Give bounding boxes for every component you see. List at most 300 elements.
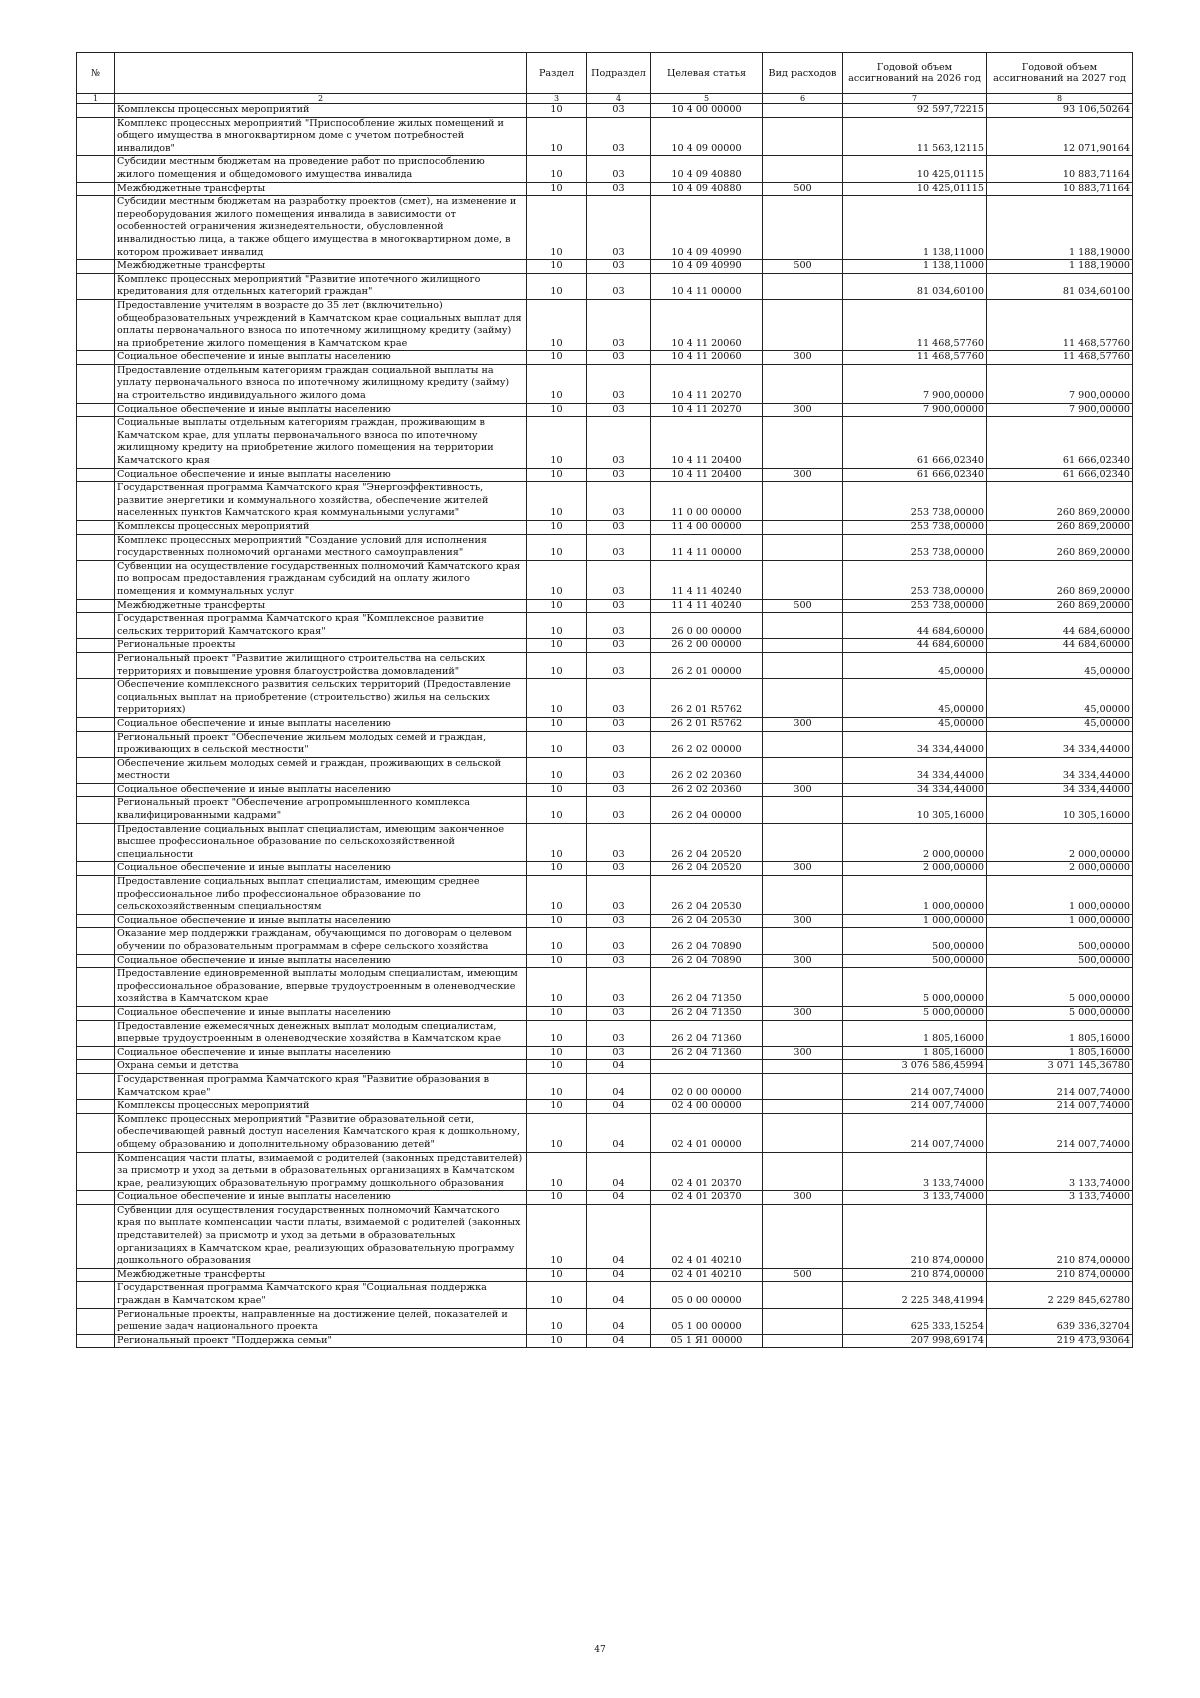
row-name: Субвенции на осуществление государственных полномочий Камчатского края по вопросам предоставления гражданам субсидий на оплату жилого помещения и коммунальных услуг <box>115 560 527 599</box>
row-section: 10 <box>527 862 587 876</box>
row-section: 10 <box>527 182 587 196</box>
row-number <box>77 1060 115 1074</box>
row-name: Комплекс процессных мероприятий "Развитие ипотечного жилищного кредитования для отдельных категорий граждан" <box>115 273 527 299</box>
row-amount-2027: 12 071,90164 <box>987 117 1133 156</box>
row-section: 10 <box>527 1020 587 1046</box>
row-amount-2026: 45,00000 <box>843 679 987 718</box>
column-number: 8 <box>987 94 1133 104</box>
row-target-article: 10 4 11 20400 <box>651 417 763 468</box>
row-amount-2027: 7 900,00000 <box>987 364 1133 403</box>
table-row <box>77 1020 1133 1046</box>
row-number <box>77 117 115 156</box>
row-target-article: 02 4 01 40210 <box>651 1204 763 1268</box>
row-expense-kind: 300 <box>763 914 843 928</box>
table-row <box>77 560 1133 599</box>
row-amount-2027: 2 000,00000 <box>987 862 1133 876</box>
row-name: Социальное обеспечение и иные выплаты населению <box>115 351 527 365</box>
row-target-article: 02 4 01 40210 <box>651 1268 763 1282</box>
table-row <box>77 823 1133 862</box>
row-target-article: 05 1 Я1 00000 <box>651 1334 763 1348</box>
column-number: 2 <box>115 94 527 104</box>
row-amount-2026: 7 900,00000 <box>843 403 987 417</box>
row-amount-2026: 61 666,02340 <box>843 468 987 482</box>
row-amount-2026: 625 333,15254 <box>843 1308 987 1334</box>
row-expense-kind: 300 <box>763 403 843 417</box>
row-amount-2026: 253 738,00000 <box>843 521 987 535</box>
row-expense-kind <box>763 273 843 299</box>
row-amount-2027: 1 188,19000 <box>987 260 1133 274</box>
row-number <box>77 1006 115 1020</box>
row-amount-2027: 10 883,71164 <box>987 156 1133 182</box>
row-number <box>77 351 115 365</box>
row-expense-kind <box>763 1334 843 1348</box>
table-row <box>77 797 1133 823</box>
row-number <box>77 1113 115 1152</box>
table-row <box>77 1006 1133 1020</box>
row-amount-2027: 500,00000 <box>987 928 1133 954</box>
row-expense-kind <box>763 823 843 862</box>
row-expense-kind <box>763 1308 843 1334</box>
row-name: Межбюджетные трансферты <box>115 182 527 196</box>
table-row <box>77 1073 1133 1099</box>
row-amount-2027: 3 071 145,36780 <box>987 1060 1133 1074</box>
row-amount-2026: 2 000,00000 <box>843 862 987 876</box>
row-subsection: 04 <box>587 1282 651 1308</box>
row-name: Межбюджетные трансферты <box>115 1268 527 1282</box>
row-expense-kind <box>763 731 843 757</box>
row-target-article: 26 2 04 20530 <box>651 876 763 915</box>
row-amount-2027: 2 229 845,62780 <box>987 1282 1133 1308</box>
row-name: Социальное обеспечение и иные выплаты населению <box>115 783 527 797</box>
row-name: Региональный проект "Поддержка семьи" <box>115 1334 527 1348</box>
row-subsection: 04 <box>587 1191 651 1205</box>
table-row <box>77 1282 1133 1308</box>
row-amount-2026: 34 334,44000 <box>843 757 987 783</box>
row-section: 10 <box>527 823 587 862</box>
row-target-article: 26 2 04 71350 <box>651 1006 763 1020</box>
row-subsection: 03 <box>587 717 651 731</box>
row-name: Региональные проекты <box>115 639 527 653</box>
row-number <box>77 797 115 823</box>
row-expense-kind: 500 <box>763 260 843 274</box>
table-row <box>77 351 1133 365</box>
row-section: 10 <box>527 968 587 1007</box>
row-subsection: 03 <box>587 196 651 260</box>
row-section: 10 <box>527 260 587 274</box>
row-section: 10 <box>527 482 587 521</box>
table-row <box>77 273 1133 299</box>
row-number <box>77 679 115 718</box>
column-number: 5 <box>651 94 763 104</box>
row-section: 10 <box>527 364 587 403</box>
row-amount-2026: 253 738,00000 <box>843 534 987 560</box>
row-target-article: 05 0 00 00000 <box>651 1282 763 1308</box>
row-amount-2027: 1 000,00000 <box>987 876 1133 915</box>
row-section: 10 <box>527 954 587 968</box>
row-section: 10 <box>527 613 587 639</box>
header-expense-kind: Вид расходов <box>763 53 843 94</box>
header-year-2027: Годовой объем ассигнований на 2027 год <box>987 53 1133 94</box>
row-number <box>77 1152 115 1191</box>
row-section: 10 <box>527 1046 587 1060</box>
row-amount-2027: 210 874,00000 <box>987 1204 1133 1268</box>
row-name: Межбюджетные трансферты <box>115 260 527 274</box>
row-section: 10 <box>527 1100 587 1114</box>
table-row <box>77 1152 1133 1191</box>
row-amount-2026: 11 468,57760 <box>843 351 987 365</box>
table-row <box>77 1191 1133 1205</box>
row-subsection: 03 <box>587 954 651 968</box>
row-name: Государственная программа Камчатского края "Развитие образования в Камчатском крае" <box>115 1073 527 1099</box>
row-amount-2026: 3 133,74000 <box>843 1152 987 1191</box>
row-amount-2026: 1 805,16000 <box>843 1020 987 1046</box>
row-subsection: 03 <box>587 117 651 156</box>
row-amount-2027: 2 000,00000 <box>987 823 1133 862</box>
row-number <box>77 560 115 599</box>
row-section: 10 <box>527 679 587 718</box>
row-section: 10 <box>527 639 587 653</box>
row-amount-2027: 1 805,16000 <box>987 1020 1133 1046</box>
row-amount-2026: 5 000,00000 <box>843 968 987 1007</box>
table-row <box>77 521 1133 535</box>
row-name: Социальные выплаты отдельным категориям граждан, проживающим в Камчатском крае, для уплаты первоначального взноса по ипотечному жилищному кредиту на приобретение жилого помещения на территории Камчатского края <box>115 417 527 468</box>
row-subsection: 03 <box>587 876 651 915</box>
row-expense-kind: 300 <box>763 783 843 797</box>
row-amount-2027: 7 900,00000 <box>987 403 1133 417</box>
row-expense-kind <box>763 299 843 350</box>
row-amount-2026: 92 597,72215 <box>843 104 987 118</box>
table-row <box>77 717 1133 731</box>
row-amount-2027: 500,00000 <box>987 954 1133 968</box>
table-row <box>77 954 1133 968</box>
row-name: Комплекс процессных мероприятий "Создание условий для исполнения государственных полномочий органами местного самоуправления" <box>115 534 527 560</box>
row-amount-2026: 45,00000 <box>843 717 987 731</box>
row-number <box>77 599 115 613</box>
row-expense-kind: 500 <box>763 1268 843 1282</box>
table-row <box>77 914 1133 928</box>
row-section: 10 <box>527 757 587 783</box>
row-section: 10 <box>527 417 587 468</box>
table-row <box>77 1308 1133 1334</box>
row-expense-kind: 300 <box>763 1191 843 1205</box>
table-row <box>77 534 1133 560</box>
row-amount-2027: 219 473,93064 <box>987 1334 1133 1348</box>
budget-table <box>76 52 1133 1348</box>
row-amount-2027: 34 334,44000 <box>987 731 1133 757</box>
row-target-article: 10 4 09 40880 <box>651 156 763 182</box>
column-number: 1 <box>77 94 115 104</box>
row-target-article: 26 0 00 00000 <box>651 613 763 639</box>
row-number <box>77 468 115 482</box>
row-amount-2026: 210 874,00000 <box>843 1204 987 1268</box>
row-section: 10 <box>527 534 587 560</box>
row-amount-2026: 500,00000 <box>843 954 987 968</box>
row-section: 10 <box>527 876 587 915</box>
row-name: Комплексы процессных мероприятий <box>115 1100 527 1114</box>
row-expense-kind <box>763 652 843 678</box>
row-name: Межбюджетные трансферты <box>115 599 527 613</box>
row-amount-2026: 5 000,00000 <box>843 1006 987 1020</box>
row-expense-kind <box>763 117 843 156</box>
row-number <box>77 1046 115 1060</box>
row-target-article: 11 4 00 00000 <box>651 521 763 535</box>
row-subsection: 03 <box>587 482 651 521</box>
row-section: 10 <box>527 1334 587 1348</box>
header-subsection: Подраздел <box>587 53 651 94</box>
row-amount-2026: 10 425,01115 <box>843 182 987 196</box>
row-number <box>77 1100 115 1114</box>
row-subsection: 03 <box>587 417 651 468</box>
row-target-article: 26 2 04 00000 <box>651 797 763 823</box>
row-name: Комплексы процессных мероприятий <box>115 521 527 535</box>
row-amount-2026: 10 425,01115 <box>843 156 987 182</box>
row-section: 10 <box>527 403 587 417</box>
row-amount-2026: 1 000,00000 <box>843 914 987 928</box>
row-number <box>77 717 115 731</box>
row-amount-2026: 253 738,00000 <box>843 599 987 613</box>
row-amount-2027: 214 007,74000 <box>987 1073 1133 1099</box>
row-number <box>77 1268 115 1282</box>
table-row <box>77 182 1133 196</box>
table-row <box>77 731 1133 757</box>
row-number <box>77 954 115 968</box>
row-number <box>77 1308 115 1334</box>
row-section: 10 <box>527 468 587 482</box>
header-name <box>115 53 527 94</box>
table-row <box>77 482 1133 521</box>
row-subsection: 03 <box>587 928 651 954</box>
table-body <box>77 104 1133 1348</box>
row-expense-kind: 300 <box>763 1046 843 1060</box>
column-number-row <box>77 94 1133 104</box>
row-target-article: 26 2 04 70890 <box>651 928 763 954</box>
row-section: 10 <box>527 1073 587 1099</box>
row-name: Предоставление отдельным категориям граждан социальной выплаты на уплату первоначального взноса по ипотечному жилищному кредиту (займу) на строительство индивидуального жилого дома <box>115 364 527 403</box>
row-number <box>77 783 115 797</box>
table-row <box>77 862 1133 876</box>
row-subsection: 03 <box>587 797 651 823</box>
row-subsection: 03 <box>587 599 651 613</box>
row-section: 10 <box>527 928 587 954</box>
row-target-article: 11 4 11 40240 <box>651 560 763 599</box>
row-section: 10 <box>527 351 587 365</box>
row-expense-kind: 300 <box>763 1006 843 1020</box>
row-subsection: 04 <box>587 1100 651 1114</box>
table-row <box>77 639 1133 653</box>
row-name: Государственная программа Камчатского края "Комплексное развитие сельских территорий Камчатского края" <box>115 613 527 639</box>
row-expense-kind <box>763 417 843 468</box>
row-number <box>77 299 115 350</box>
row-subsection: 03 <box>587 104 651 118</box>
row-number <box>77 876 115 915</box>
row-name: Социальное обеспечение и иные выплаты населению <box>115 862 527 876</box>
row-amount-2026: 214 007,74000 <box>843 1100 987 1114</box>
row-name: Охрана семьи и детства <box>115 1060 527 1074</box>
row-amount-2027: 5 000,00000 <box>987 968 1133 1007</box>
row-target-article: 26 2 01 R5762 <box>651 679 763 718</box>
row-amount-2026: 7 900,00000 <box>843 364 987 403</box>
column-number: 7 <box>843 94 987 104</box>
row-section: 10 <box>527 783 587 797</box>
row-target-article: 26 2 02 00000 <box>651 731 763 757</box>
row-name: Предоставление ежемесячных денежных выплат молодым специалистам, впервые трудоустроенным в оленеводческие хозяйства в Камчатском крае <box>115 1020 527 1046</box>
row-subsection: 03 <box>587 652 651 678</box>
row-amount-2027: 260 869,20000 <box>987 482 1133 521</box>
row-section: 10 <box>527 1006 587 1020</box>
row-number <box>77 482 115 521</box>
row-subsection: 03 <box>587 468 651 482</box>
row-amount-2027: 1 188,19000 <box>987 196 1133 260</box>
row-amount-2026: 253 738,00000 <box>843 560 987 599</box>
row-target-article: 26 2 01 R5762 <box>651 717 763 731</box>
table-row <box>77 1204 1133 1268</box>
row-target-article: 10 4 11 20270 <box>651 403 763 417</box>
header-year-2026: Годовой объем ассигнований на 2026 год <box>843 53 987 94</box>
row-number <box>77 403 115 417</box>
row-subsection: 03 <box>587 364 651 403</box>
row-expense-kind <box>763 521 843 535</box>
row-target-article: 26 2 04 20530 <box>651 914 763 928</box>
row-target-article: 10 4 11 20060 <box>651 299 763 350</box>
table-row <box>77 613 1133 639</box>
row-expense-kind: 300 <box>763 717 843 731</box>
row-subsection: 04 <box>587 1060 651 1074</box>
row-amount-2027: 214 007,74000 <box>987 1100 1133 1114</box>
table-row <box>77 1113 1133 1152</box>
table-row <box>77 757 1133 783</box>
row-section: 10 <box>527 1060 587 1074</box>
row-amount-2027: 61 666,02340 <box>987 468 1133 482</box>
row-amount-2027: 260 869,20000 <box>987 599 1133 613</box>
row-name: Субвенции для осуществления государственных полномочий Камчатского края по выплате компенсации части платы, взимаемой с родителей (законных представителей) за присмотр и уход за детьми в образовательных организациях в Камчатском крае, реализующих образовательную программу дошкольного образования <box>115 1204 527 1268</box>
row-number <box>77 417 115 468</box>
row-name: Региональный проект "Обеспечение жильем молодых семей и граждан, проживающих в сельской местности" <box>115 731 527 757</box>
row-section: 10 <box>527 914 587 928</box>
row-subsection: 03 <box>587 862 651 876</box>
row-name: Региональный проект "Развитие жилищного строительства на сельских территориях и повышение уровня благоустройства домовладений" <box>115 652 527 678</box>
row-amount-2026: 2 225 348,41994 <box>843 1282 987 1308</box>
row-expense-kind <box>763 1152 843 1191</box>
row-expense-kind <box>763 156 843 182</box>
row-amount-2026: 3 133,74000 <box>843 1191 987 1205</box>
row-amount-2026: 11 468,57760 <box>843 299 987 350</box>
row-name: Региональные проекты, направленные на достижение целей, показателей и решение задач национального проекта <box>115 1308 527 1334</box>
row-target-article: 02 4 01 20370 <box>651 1191 763 1205</box>
row-expense-kind <box>763 1100 843 1114</box>
row-amount-2027: 34 334,44000 <box>987 757 1133 783</box>
row-number <box>77 731 115 757</box>
row-amount-2027: 3 133,74000 <box>987 1152 1133 1191</box>
row-section: 10 <box>527 156 587 182</box>
row-section: 10 <box>527 599 587 613</box>
row-subsection: 04 <box>587 1334 651 1348</box>
row-number <box>77 1204 115 1268</box>
table-row <box>77 417 1133 468</box>
row-expense-kind: 500 <box>763 599 843 613</box>
row-amount-2027: 260 869,20000 <box>987 534 1133 560</box>
row-number <box>77 260 115 274</box>
row-subsection: 03 <box>587 351 651 365</box>
row-subsection: 03 <box>587 299 651 350</box>
row-amount-2026: 210 874,00000 <box>843 1268 987 1282</box>
column-number: 6 <box>763 94 843 104</box>
row-expense-kind <box>763 534 843 560</box>
row-target-article: 11 4 11 40240 <box>651 599 763 613</box>
row-expense-kind: 300 <box>763 468 843 482</box>
row-target-article: 26 2 02 20360 <box>651 783 763 797</box>
row-name: Социальное обеспечение и иные выплаты населению <box>115 403 527 417</box>
row-number <box>77 823 115 862</box>
row-name: Социальное обеспечение и иные выплаты населению <box>115 954 527 968</box>
row-subsection: 03 <box>587 914 651 928</box>
row-amount-2026: 214 007,74000 <box>843 1073 987 1099</box>
row-expense-kind <box>763 1204 843 1268</box>
row-subsection: 03 <box>587 1020 651 1046</box>
row-name: Региональный проект "Обеспечение агропромышленного комплекса квалифицированными кадрами" <box>115 797 527 823</box>
row-section: 10 <box>527 1191 587 1205</box>
row-name: Социальное обеспечение и иные выплаты населению <box>115 914 527 928</box>
row-subsection: 03 <box>587 731 651 757</box>
row-amount-2027: 93 106,50264 <box>987 104 1133 118</box>
table-row <box>77 599 1133 613</box>
row-subsection: 04 <box>587 1113 651 1152</box>
table-row <box>77 403 1133 417</box>
row-name: Социальное обеспечение и иные выплаты населению <box>115 1046 527 1060</box>
row-target-article: 26 2 04 71360 <box>651 1046 763 1060</box>
row-number <box>77 534 115 560</box>
row-amount-2026: 2 000,00000 <box>843 823 987 862</box>
row-section: 10 <box>527 560 587 599</box>
row-amount-2026: 1 138,11000 <box>843 260 987 274</box>
row-target-article: 26 2 04 20520 <box>651 823 763 862</box>
table-row <box>77 196 1133 260</box>
row-amount-2027: 10 305,16000 <box>987 797 1133 823</box>
row-section: 10 <box>527 717 587 731</box>
table-row <box>77 156 1133 182</box>
row-amount-2026: 61 666,02340 <box>843 417 987 468</box>
table-row <box>77 1268 1133 1282</box>
row-number <box>77 364 115 403</box>
row-number <box>77 652 115 678</box>
row-number <box>77 1191 115 1205</box>
row-name: Предоставление социальных выплат специалистам, имеющим среднее профессиональное либо профессиональное образование по сельскохозяйственным специальностям <box>115 876 527 915</box>
row-amount-2027: 10 883,71164 <box>987 182 1133 196</box>
row-number <box>77 521 115 535</box>
row-number <box>77 182 115 196</box>
row-target-article: 05 1 00 00000 <box>651 1308 763 1334</box>
row-expense-kind <box>763 482 843 521</box>
row-expense-kind <box>763 876 843 915</box>
row-target-article: 10 4 11 20060 <box>651 351 763 365</box>
row-name: Социальное обеспечение и иные выплаты населению <box>115 468 527 482</box>
row-amount-2027: 81 034,60100 <box>987 273 1133 299</box>
row-subsection: 03 <box>587 273 651 299</box>
row-name: Социальное обеспечение и иные выплаты населению <box>115 1006 527 1020</box>
row-name: Предоставление единовременной выплаты молодым специалистам, имеющим профессиональное образование, впервые трудоустроенным в оленеводческие хозяйства в Камчатском крае <box>115 968 527 1007</box>
budget-sheet <box>76 52 1132 1348</box>
row-number <box>77 613 115 639</box>
row-target-article: 02 4 01 20370 <box>651 1152 763 1191</box>
row-subsection: 04 <box>587 1204 651 1268</box>
table-row <box>77 117 1133 156</box>
row-section: 10 <box>527 1152 587 1191</box>
row-amount-2026: 214 007,74000 <box>843 1113 987 1152</box>
table-row <box>77 1046 1133 1060</box>
row-target-article: 10 4 09 40880 <box>651 182 763 196</box>
row-amount-2027: 214 007,74000 <box>987 1113 1133 1152</box>
row-amount-2027: 210 874,00000 <box>987 1268 1133 1282</box>
row-target-article: 26 2 00 00000 <box>651 639 763 653</box>
